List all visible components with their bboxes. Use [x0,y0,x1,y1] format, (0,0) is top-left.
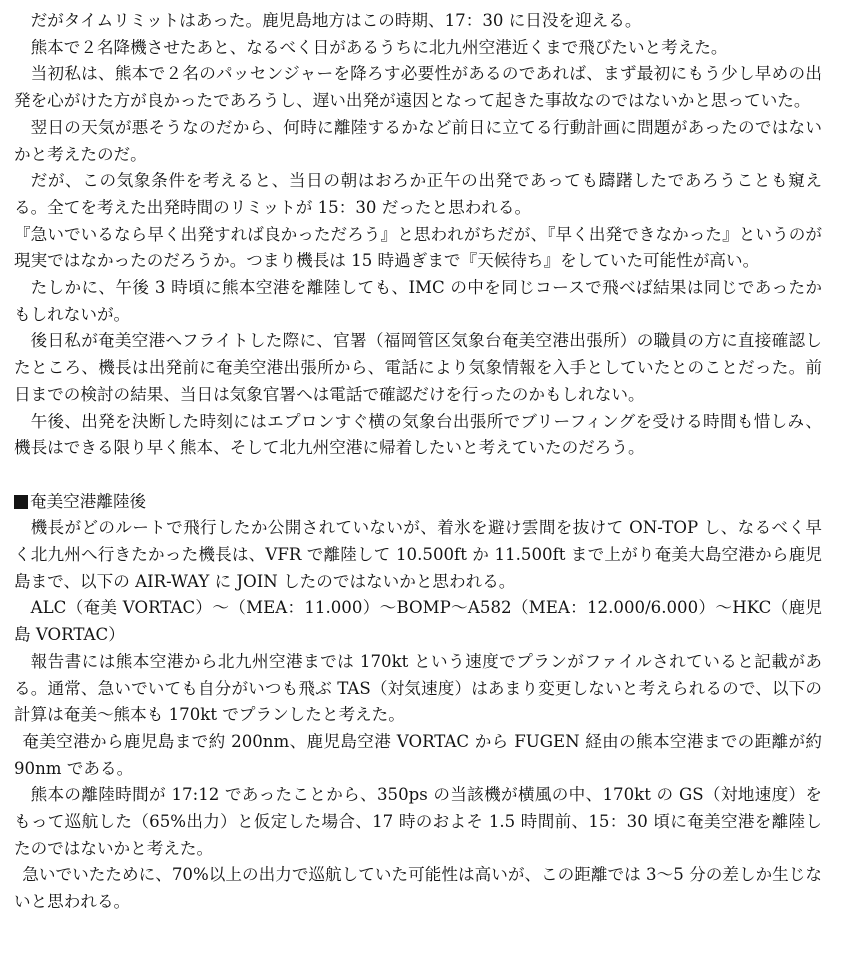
paragraph: 翌日の天気が悪そうなのだから、何時に離陸するかなど前日に立てる行動計画に問題があったのではないかと考えたのだ。 [14,117,822,164]
paragraph: 当初私は、熊本で２名のパッセンジャーを降ろす必要性があるのであれば、まず最初にもう少し早めの出発を心がけた方が良かったであろうし、遅い出発が遠因となって起きた事故なのではないかと思っていた。 [14,64,822,111]
paragraph: 熊本の離陸時間が 17:12 であったことから、350ps の当該機が横風の中、170kt の GS（対地速度）をもって巡航した（65%出力）と仮定した場合、17 時のおよそ 1.5 時間前、15：30 頃に奄美空港を離陸したのではないかと考えた。 [14,785,822,858]
paragraph: 熊本で２名降機させたあと、なるべく日があるうちに北九州空港近くまで飛びたいと考えた。 [30,37,728,57]
paragraph: だがタイムリミットはあった。鹿児島地方はこの時期、17：30 に日没を迎える。 [30,11,642,30]
paragraph: 機長がどのルートで飛行したか公開されていないが、着氷を避け雲間を抜けて ON-TOP し、なるべく早く北九州へ行きたかった機長は、VFR で離陸して 10.500ft か 11.500ft まで上がり奄美大島空港から鹿児島まで、以下の AIR-WAY に JOIN したのではないかと思われる。 [14,518,822,591]
section-heading [14,489,822,516]
black-square-icon [14,495,28,509]
paragraph: 午後、出発を決断した時刻にはエプロンすぐ横の気象台出張所でブリーフィングを受ける時間も惜しみ、機長はできる限り早く熊本、そして北九州空港に帰着したいと考えていたのだろう。 [14,411,822,458]
paragraph: 後日私が奄美空港へフライトした際に、官署（福岡管区気象台奄美空港出張所）の職員の方に直接確認したところ、機長は出発前に奄美空港出張所から、電話により気象情報を入手としていたとのことだった。前日までの検討の結果、当日は気象官署へは電話で確認だけを行ったのかもしれない。 [14,331,822,404]
paragraph: だが、この気象条件を考えると、当日の朝はおろか正午の出発であっても躊躇したであろうことも窺える。全てを考えた出発時間のリミットが 15：30 だったと思われる。 [14,171,822,217]
section-heading-text: 奄美空港離陸後 [30,491,147,511]
paragraph: 奄美空港から鹿児島まで約 200nm、鹿児島空港 VORTAC から FUGEN 経由の熊本空港までの距離が約 90nm である。 [14,731,822,778]
paragraph: たしかに、午後 3 時頃に熊本空港を離陸しても、IMC の中を同じコースで飛べば結果は同じであったかもしれないが。 [14,278,822,324]
document-page [14,8,822,916]
paragraph: 『急いでいるなら早く出発すれば良かっただろう』と思われがちだが、『早く出発できなかった』というのが現実ではなかったのだろうか。つまり機長は 15 時過ぎまで『天候待ち』をしていた可能性が高い。 [14,224,822,271]
route-line: ALC（奄美 VORTAC）～（MEA：11.000）～BOMP～A582（MEA：12.000/6.000）～HKC（鹿児島 VORTAC） [14,598,822,645]
paragraphs-after [14,515,822,916]
paragraphs-before [14,8,822,462]
section-spacer [14,462,822,489]
paragraph: 急いでいたために、70%以上の出力で巡航していた可能性は高いが、この距離では 3～5 分の差しか生じないと思われる。 [14,865,822,912]
paragraph: 報告書には熊本空港から北九州空港までは 170kt という速度でプランがファイルされていると記載がある。通常、急いでいても自分がいつも飛ぶ TAS（対気速度）はあまり変更しないと考えられるので、以下の計算は奄美～熊本も 170kt でプランしたと考えた。 [14,651,822,725]
